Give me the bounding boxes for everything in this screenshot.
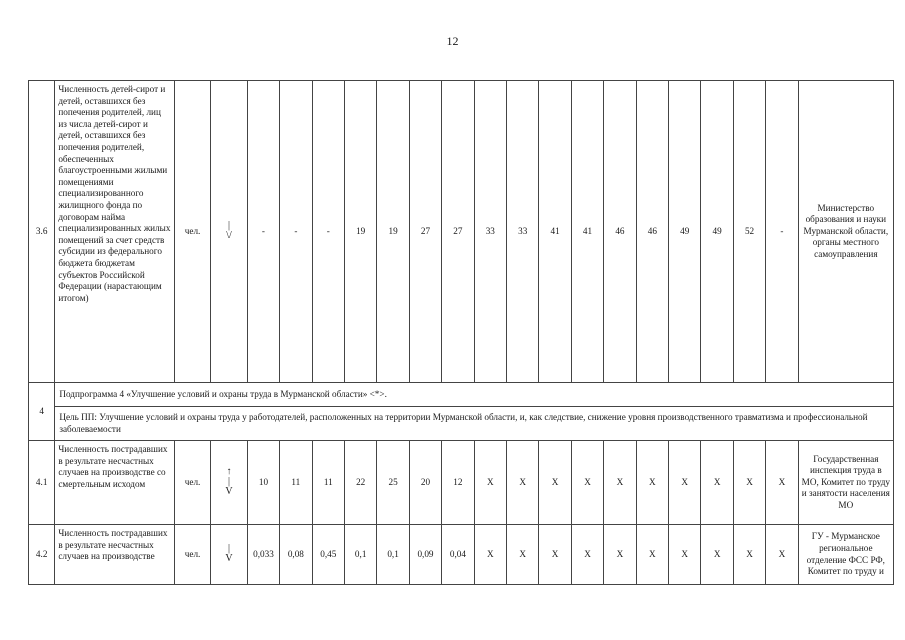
responsible-cell: Государственная инспекция труда в МО, Комитет по труду и занятости населения МО — [798, 441, 893, 525]
value-cell: X — [539, 441, 571, 525]
value-cell: 46 — [604, 81, 636, 383]
value-cell: 41 — [539, 81, 571, 383]
value-cell: X — [507, 441, 539, 525]
value-cell: 0,45 — [312, 525, 344, 585]
value-cell: 22 — [344, 441, 376, 525]
responsible-cell: Министерство образования и науки Мурманской области, органы местного самоуправления — [798, 81, 893, 383]
value-cell: 25 — [377, 441, 409, 525]
value-cell: X — [539, 525, 571, 585]
value-cell: X — [636, 441, 668, 525]
value-cell: 49 — [701, 81, 733, 383]
table-row — [29, 407, 894, 441]
up-down-arrow-icon: ↑ | V — [225, 466, 233, 498]
table-row — [29, 81, 894, 383]
table-row — [29, 525, 894, 585]
value-cell: 10 — [247, 441, 279, 525]
value-cell: X — [571, 525, 603, 585]
section-number: 4 — [29, 383, 55, 441]
up-down-arrow-icon: | \/ — [226, 220, 232, 242]
value-cell: 46 — [636, 81, 668, 383]
value-cell: 33 — [474, 81, 506, 383]
value-cell: - — [312, 81, 344, 383]
indicator-name: Численность детей-сирот и детей, оставшихся без попечения родителей, лиц из числа детей-сирот и детей, оставшихся без попечения родителей, обеспеченных благоустроенными жилыми помещениями специализированного жилищного фонда по договорам найма специализированных жилых помещений за счет средств субсидии из федерального бюджета бюджетам субъектов Российской Федерации (нарастающим итогом) — [55, 81, 175, 383]
table-row — [29, 383, 894, 407]
value-cell: X — [733, 441, 765, 525]
value-cell: X — [604, 525, 636, 585]
value-cell: X — [636, 525, 668, 585]
value-cell: 11 — [280, 441, 312, 525]
value-cell: X — [474, 441, 506, 525]
page-number: 12 — [446, 34, 459, 48]
value-cell: X — [766, 525, 798, 585]
value-cell: 27 — [409, 81, 441, 383]
value-cell: X — [669, 525, 701, 585]
value-cell: 27 — [442, 81, 474, 383]
table-row — [29, 441, 894, 525]
value-cell: X — [766, 441, 798, 525]
value-cell: 19 — [344, 81, 376, 383]
value-cell: 33 — [507, 81, 539, 383]
value-cell: X — [669, 441, 701, 525]
value-cell: - — [766, 81, 798, 383]
subprogram-title: Подпрограмма 4 «Улучшение условий и охраны труда в Мурманской области» <*>. — [55, 383, 894, 407]
value-cell: 0,09 — [409, 525, 441, 585]
value-cell: 0,1 — [344, 525, 376, 585]
value-cell: 12 — [442, 441, 474, 525]
value-cell: 49 — [669, 81, 701, 383]
value-cell: 0,04 — [442, 525, 474, 585]
unit-cell: чел. — [174, 525, 210, 585]
indicator-name: Численность пострадавших в результате несчастных случаев на производстве со смертельным исходом — [55, 441, 175, 525]
value-cell: 0,1 — [377, 525, 409, 585]
value-cell: X — [474, 525, 506, 585]
value-cell: X — [507, 525, 539, 585]
value-cell: 0,08 — [280, 525, 312, 585]
trend-cell — [211, 525, 247, 585]
responsible-cell: ГУ - Мурманское региональное отделение ФСС РФ, Комитет по труду и — [798, 525, 893, 585]
subprogram-goal: Цель ПП: Улучшение условий и охраны труда у работодателей, расположенных на территории Мурманской области, и, как следствие, снижение уровня производственного травматизма и профессиональной заболеваемости — [55, 407, 894, 441]
value-cell: - — [247, 81, 279, 383]
value-cell: X — [604, 441, 636, 525]
value-cell: 11 — [312, 441, 344, 525]
row-number: 3.6 — [29, 81, 55, 383]
value-cell: 0,033 — [247, 525, 279, 585]
up-down-arrow-icon: | V — [225, 543, 233, 565]
row-number: 4.1 — [29, 441, 55, 525]
value-cell: - — [280, 81, 312, 383]
unit-cell: чел. — [174, 81, 210, 383]
value-cell: 41 — [571, 81, 603, 383]
value-cell: 20 — [409, 441, 441, 525]
unit-cell: чел. — [174, 441, 210, 525]
value-cell: X — [701, 525, 733, 585]
value-cell: 52 — [733, 81, 765, 383]
indicator-name: Численность пострадавших в результате несчастных случаев на производстве — [55, 525, 175, 585]
trend-cell — [211, 441, 247, 525]
value-cell: X — [733, 525, 765, 585]
row-number: 4.2 — [29, 525, 55, 585]
value-cell: X — [701, 441, 733, 525]
trend-cell — [211, 81, 247, 383]
value-cell: 19 — [377, 81, 409, 383]
value-cell: X — [571, 441, 603, 525]
indicators-table — [28, 80, 894, 585]
